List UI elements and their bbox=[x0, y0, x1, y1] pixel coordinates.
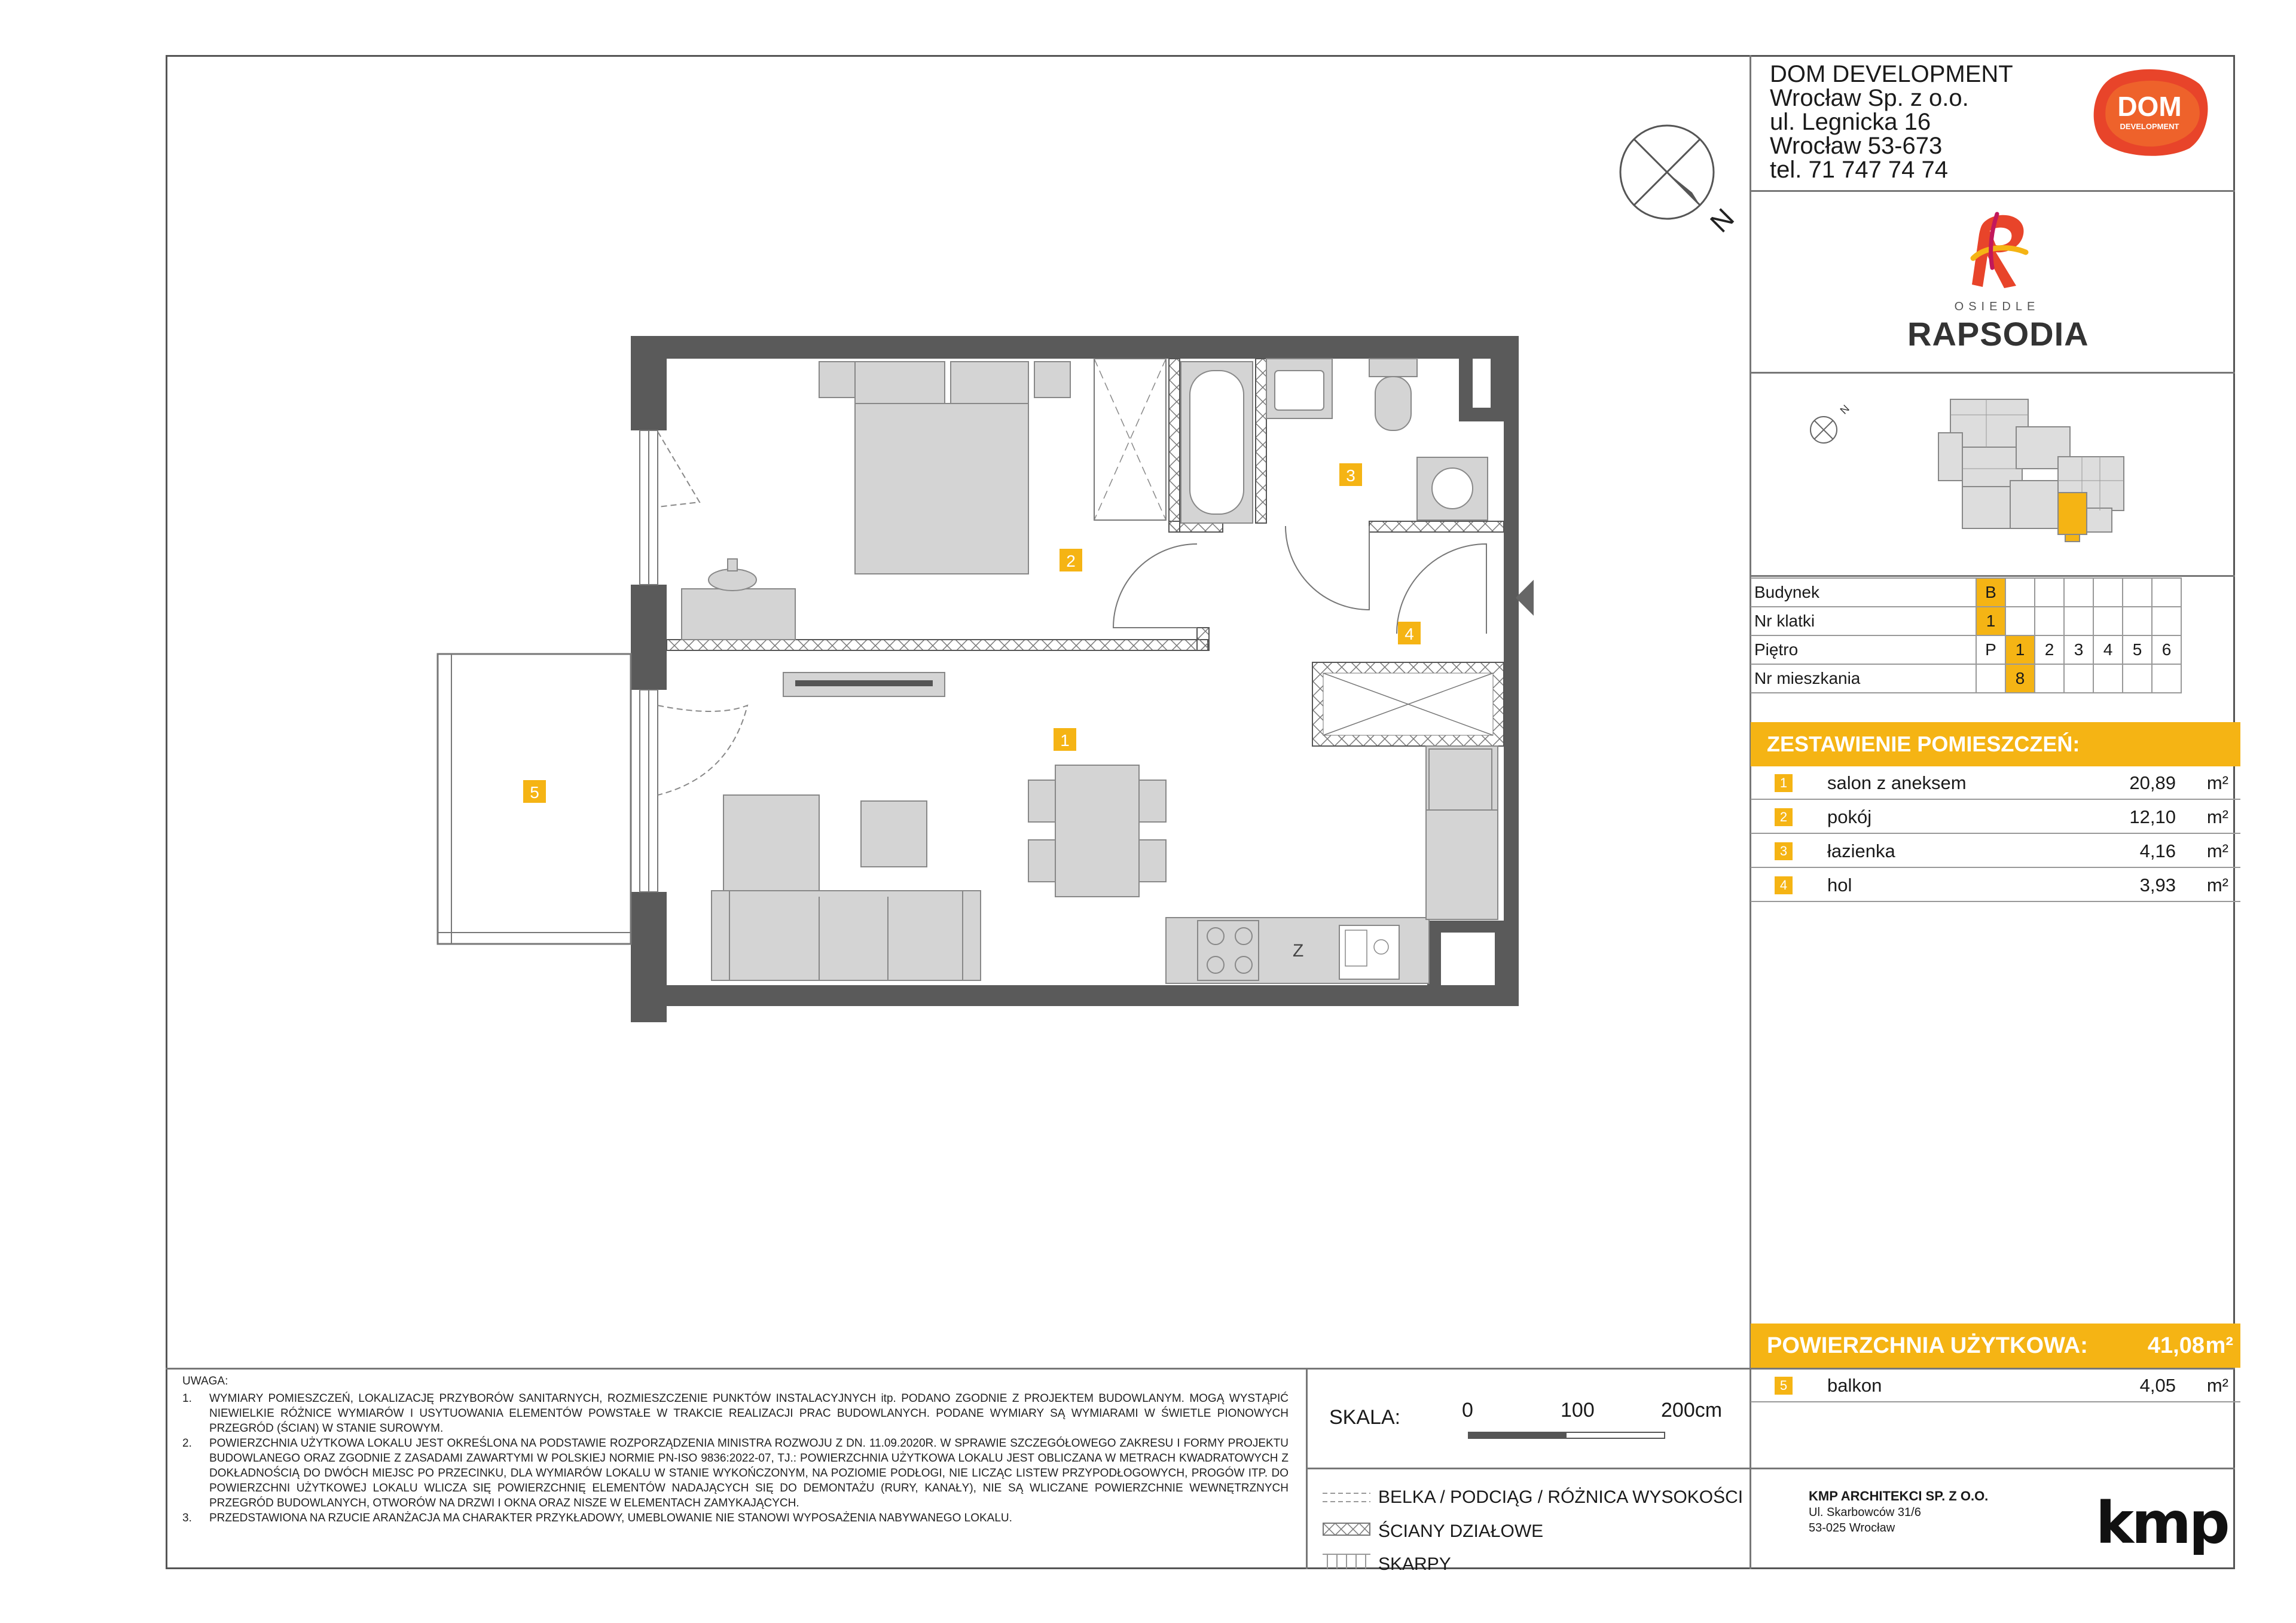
room-number: 2 bbox=[1775, 808, 1793, 826]
balcony-number: 5 bbox=[1775, 1377, 1793, 1395]
table-cell bbox=[2035, 578, 2064, 607]
table-cell bbox=[2093, 607, 2123, 635]
room-name: pokój bbox=[1827, 806, 1872, 827]
table-cell bbox=[2064, 664, 2093, 693]
svg-text:DEVELOPMENT: DEVELOPMENT bbox=[2120, 122, 2179, 131]
table-cell bbox=[2123, 578, 2152, 607]
note-number: 2. bbox=[182, 1437, 192, 1450]
note-number: 1. bbox=[182, 1392, 192, 1405]
compass-icon bbox=[1614, 118, 1741, 250]
kmp-logo: kmp bbox=[2096, 1490, 2228, 1557]
svg-text:2: 2 bbox=[1066, 552, 1076, 570]
table-cell: 1 bbox=[2005, 635, 2035, 664]
note-item bbox=[182, 1436, 1289, 1511]
estate-prefix: OSIEDLE bbox=[1954, 300, 2040, 313]
svg-text:Z: Z bbox=[1293, 941, 1304, 961]
table-cell bbox=[2123, 607, 2152, 635]
row-label: Budynek bbox=[1751, 578, 1976, 607]
table-cell bbox=[2035, 607, 2064, 635]
architect-address: Ul. Skarbowców 31/6 bbox=[1809, 1506, 1921, 1519]
table-cell bbox=[2064, 607, 2093, 635]
table-cell bbox=[2093, 664, 2123, 693]
architect-info bbox=[1809, 1488, 1988, 1536]
building-info-table bbox=[1751, 577, 2182, 693]
key-plan bbox=[1926, 391, 2130, 552]
room-row bbox=[1751, 835, 2240, 868]
table-cell bbox=[2152, 607, 2181, 635]
row-label: Piętro bbox=[1751, 635, 1976, 664]
scale-label: SKALA: bbox=[1329, 1406, 1401, 1429]
divider bbox=[1306, 1468, 1751, 1469]
table-cell: 4 bbox=[2093, 635, 2123, 664]
table-cell: 3 bbox=[2064, 635, 2093, 664]
svg-text:1: 1 bbox=[1060, 731, 1070, 750]
room-row bbox=[1751, 766, 2240, 800]
note-text: WYMIARY POMIESZCZEŃ, LOKALIZACJĘ PRZYBORÓW SANITARNYCH, ROZMIESZCZENIE PUNKTÓW INSTALACYJNYCH itp. PODANO ZGODNIE Z PROJEKTEM BUDOWLANYM. MOGĄ WYSTĄPIĆ NIEWIELKIE RÓŻNICE WYMIARÓW I USYTUOWANIA ELEMENTÓW POWSTAŁE W TRAKCIE REALIZACJI PRAC BUDOWLANYCH. PODANE WYMIARY SĄ WYMIARAMI W ŚWIETLE PIONOWYCH PRZEGRÓD (ŚCIAN) W STANIE SUROWYM. bbox=[209, 1392, 1289, 1435]
room-row bbox=[1751, 800, 2240, 834]
building-table-row bbox=[1751, 635, 2181, 664]
total-unit: m² bbox=[2205, 1333, 2233, 1358]
note-text: POWIERZCHNIA UŻYTKOWA LOKALU JEST OKREŚLONA NA PODSTAWIE ROZPORZĄDZENIA MINISTRA ROZWOJU Z DN. 11.09.2020R. W SPRAWIE SZCZEGÓŁOWEGO ZAKRESU I FORMY PROJEKTU BUDOWLANEGO ORAZ ZGODNIE Z ZASADAMI ZAWARTYMI W POLSKIEJ NORMIE PN-ISO 9836:2022-07, TJ.: POWIERZCHNIA UŻYTKOWA LOKALU JEST OBLICZANA W METRACH KWADRATOWYCH Z DOKŁADNOŚCIĄ DO DWÓCH MIEJSC PO PRZECINKU, DLA WYMIARÓW LOKALU W STANIE WYKOŃCZONYM, NA POZIOMIE PODŁOGI, NIE LICZĄC LISTEW PRZYPODŁOGOWYCH, PROGÓW ITP. DO POWIERZCHNI UŻYTKOWEJ LOKALU WLICZA SIĘ POWIERZCHNIĘ ELEMENTÓW NADAJĄCYCH SIĘ DO DEMONTAŻU (RURY, KANAŁY), NIE SĄ WLICZANE POWIERZCHNIE WEWNĘTRZNYCH PRZEGRÓD BUDOWLANYCH, OTWORÓW NA DRZWI I OKNA ORAZ NISZE W ELEMENTACH ZAMYKAJĄCYCH. bbox=[209, 1437, 1289, 1509]
row-label: Nr mieszkania bbox=[1751, 664, 1976, 693]
building-table-row bbox=[1751, 578, 2181, 607]
scale-bar bbox=[1468, 1432, 1665, 1439]
table-cell bbox=[2064, 578, 2093, 607]
table-cell bbox=[1976, 664, 2005, 693]
dom-development-logo bbox=[2088, 67, 2211, 157]
building-table-row bbox=[1751, 664, 2181, 693]
scale-tick: 200cm bbox=[1661, 1399, 1723, 1422]
balcony-area: 4,05 bbox=[2139, 1375, 2176, 1396]
svg-text:5: 5 bbox=[530, 783, 539, 802]
notes-heading: UWAGA: bbox=[182, 1375, 228, 1387]
legend-label: ŚCIANY DZIAŁOWE bbox=[1378, 1521, 1544, 1541]
divider bbox=[1750, 1468, 2235, 1469]
room-unit: m² bbox=[2206, 840, 2228, 861]
room-number: 1 bbox=[1775, 774, 1793, 792]
room-area: 4,16 bbox=[2139, 840, 2176, 861]
architect-name: KMP ARCHITEKCI SP. Z O.O. bbox=[1809, 1488, 1989, 1503]
rooms-heading: ZESTAWIENIE POMIESZCZEŃ: bbox=[1751, 722, 2240, 766]
room-row bbox=[1751, 869, 2240, 902]
architect-city: 53-025 Wrocław bbox=[1809, 1521, 1895, 1535]
table-cell: 6 bbox=[2152, 635, 2181, 664]
table-cell bbox=[2123, 664, 2152, 693]
legend-label: BELKA / PODCIĄG / RÓŻNICA WYSOKOŚCI bbox=[1378, 1487, 1744, 1507]
svg-text:4: 4 bbox=[1405, 625, 1414, 643]
room-unit: m² bbox=[2206, 772, 2228, 793]
svg-text:3: 3 bbox=[1346, 466, 1355, 485]
room-number: 4 bbox=[1775, 876, 1793, 894]
note-item bbox=[182, 1511, 1289, 1526]
note-item bbox=[182, 1391, 1289, 1436]
table-cell bbox=[2005, 578, 2035, 607]
table-cell: 1 bbox=[1976, 607, 2005, 635]
small-compass-icon bbox=[1806, 398, 1854, 451]
divider bbox=[1750, 190, 2235, 192]
legend-label: SKARPY bbox=[1378, 1554, 1451, 1574]
svg-text:N: N bbox=[1837, 402, 1852, 417]
room-name: łazienka bbox=[1827, 840, 1895, 861]
room-name: salon z aneksem bbox=[1827, 772, 1967, 793]
room-area: 3,93 bbox=[2139, 875, 2176, 895]
balcony-unit: m² bbox=[2206, 1375, 2228, 1396]
svg-text:DOM: DOM bbox=[2117, 91, 2182, 122]
room-unit: m² bbox=[2206, 806, 2228, 827]
table-cell: P bbox=[1976, 635, 2005, 664]
company-phone: tel. 71 747 74 74 bbox=[1770, 157, 1949, 183]
balcony-row bbox=[1751, 1369, 2240, 1402]
balcony-name: balkon bbox=[1827, 1375, 1882, 1396]
table-cell: 2 bbox=[2035, 635, 2064, 664]
reveal-icon bbox=[1323, 1552, 1370, 1570]
table-cell bbox=[2005, 607, 2035, 635]
room-unit: m² bbox=[2206, 875, 2228, 895]
floor-plan bbox=[430, 329, 1543, 1034]
scale-tick: 100 bbox=[1561, 1399, 1595, 1422]
table-cell bbox=[2035, 664, 2064, 693]
building-table-row bbox=[1751, 607, 2181, 635]
table-cell bbox=[2152, 578, 2181, 607]
total-value: 41,08 bbox=[2147, 1333, 2205, 1358]
company-city: Wrocław 53-673 bbox=[1770, 133, 1943, 159]
table-cell: 8 bbox=[2005, 664, 2035, 693]
company-name: DOM DEVELOPMENT bbox=[1770, 61, 2013, 87]
svg-text:N: N bbox=[1703, 202, 1741, 239]
table-cell: 5 bbox=[2123, 635, 2152, 664]
total-label: POWIERZCHNIA UŻYTKOWA: bbox=[1767, 1333, 2088, 1358]
divider bbox=[1750, 372, 2235, 374]
company-line: Wrocław Sp. z o.o. bbox=[1770, 85, 1969, 111]
table-cell bbox=[2093, 578, 2123, 607]
room-number: 3 bbox=[1775, 842, 1793, 860]
estate-name: RAPSODIA bbox=[1907, 315, 2089, 353]
usable-area-total bbox=[1751, 1324, 2240, 1368]
partition-wall-icon bbox=[1323, 1523, 1370, 1536]
table-cell: B bbox=[1976, 578, 2005, 607]
company-address bbox=[1770, 62, 2013, 182]
note-text: PRZEDSTAWIONA NA RZUCIE ARANŻACJA MA CHARAKTER PRZYKŁADOWY, UMEBLOWANIE NIE STANOWI WYPOSAŻENIA NABYWANEGO LOKALU. bbox=[209, 1512, 1012, 1524]
dashed-line-icon bbox=[1323, 1488, 1370, 1506]
company-street: ul. Legnicka 16 bbox=[1770, 109, 1931, 135]
divider bbox=[1750, 575, 2235, 577]
row-label: Nr klatki bbox=[1751, 607, 1976, 635]
room-area: 12,10 bbox=[2129, 806, 2176, 827]
table-cell bbox=[2152, 664, 2181, 693]
room-name: hol bbox=[1827, 875, 1852, 895]
rapsodia-logo-icon bbox=[1961, 210, 2033, 294]
notes bbox=[182, 1374, 1289, 1526]
note-number: 3. bbox=[182, 1512, 192, 1524]
room-area: 20,89 bbox=[2129, 772, 2176, 793]
scale-tick: 0 bbox=[1462, 1399, 1473, 1422]
